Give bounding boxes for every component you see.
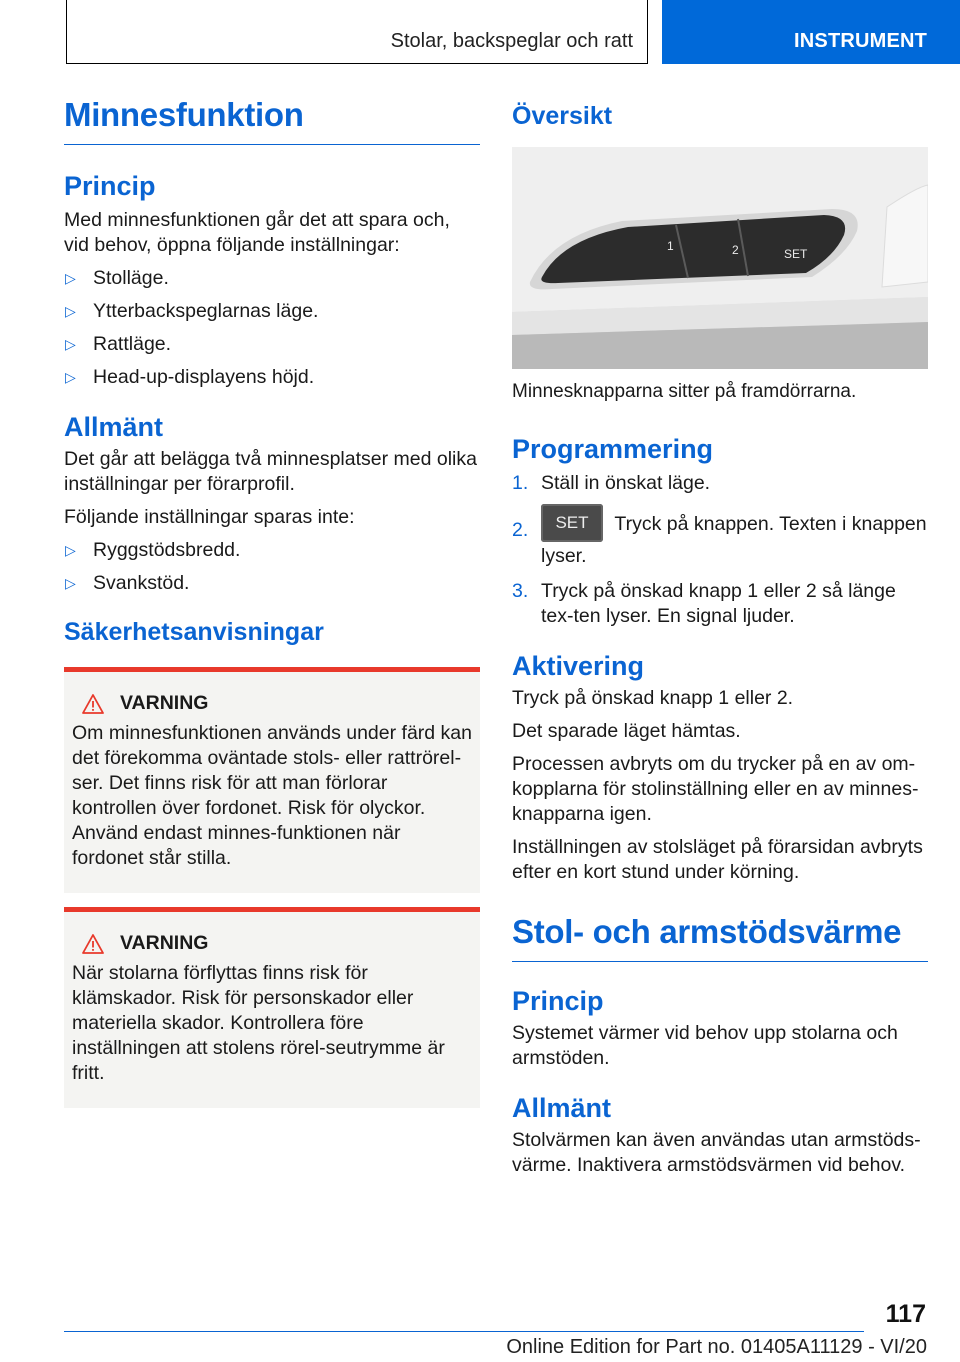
list-item: ▷ Ytterbackspeglarnas läge. bbox=[65, 300, 319, 322]
warning-text: Om minnesfunktionen används under färd kan det förekomma oväntade stols- eller rattrörel-ser. Det finns risk för att man förlorar kontrollen över fordonet. Risk för olyckor. Använd endast minnes-funktionen när fordonet står stilla. bbox=[72, 722, 472, 869]
triangle-bullet-icon: ▷ bbox=[65, 369, 76, 385]
right-column bbox=[512, 96, 928, 1178]
list-item: ▷ Svankstöd. bbox=[65, 572, 190, 594]
left-column bbox=[64, 96, 480, 1108]
heat-princip-text: Systemet värmer vid behov upp stolarna och armstöden. bbox=[512, 1022, 898, 1069]
list-item: 1. Ställ in önskat läge. bbox=[512, 472, 711, 494]
warning-title bbox=[82, 932, 472, 955]
section-title-minnesfunktion: Minnesfunktion bbox=[64, 96, 480, 145]
aktivering-text-4: Inställningen av stolsläget på förarsidan avbryts efter en kort stund under körning. bbox=[512, 836, 923, 883]
allmant-text-1: Det går att belägga två minnesplatser med olika inställningar per förarprofil. bbox=[64, 448, 477, 495]
photo-button-1-label: 1 bbox=[667, 239, 674, 253]
heading-princip-2: Princip bbox=[512, 986, 604, 1016]
heading-programmering: Programmering bbox=[512, 434, 714, 464]
warning-label: VARNING bbox=[120, 692, 209, 714]
triangle-bullet-icon: ▷ bbox=[65, 270, 76, 286]
triangle-bullet-icon: ▷ bbox=[65, 303, 76, 319]
header-section-title: Stolar, backspeglar och ratt bbox=[390, 30, 633, 52]
list-item: ▷ Head-up-displayens höjd. bbox=[65, 366, 315, 388]
aktivering-text-1: Tryck på önskad knapp 1 eller 2. bbox=[512, 687, 794, 709]
page-number: 117 bbox=[885, 1300, 926, 1328]
allmant-text-2: Följande inställningar sparas inte: bbox=[64, 506, 355, 528]
warning-text: När stolarna förflyttas finns risk för klämskador. Risk för personskador eller materiella skador. Kontrollera före inställningen att stolens rörel-seutrymme är fritt. bbox=[72, 962, 445, 1084]
warning-triangle-icon bbox=[82, 694, 104, 714]
princip-text: Med minnesfunktionen går det att spara och, vid behov, öppna följande inställningar: bbox=[64, 209, 450, 256]
allmant-list bbox=[64, 538, 480, 596]
photo-caption: Minnesknapparna sitter på framdörrarna. bbox=[512, 381, 857, 402]
heading-aktivering: Aktivering bbox=[512, 651, 645, 681]
list-item: ▷ Rattläge. bbox=[65, 333, 172, 355]
footer-edition: Online Edition for Part no. 01405A11129 - VI/20 bbox=[506, 1336, 927, 1358]
photo-button-set-label: SET bbox=[784, 247, 808, 261]
aktivering-text-3: Processen avbryts om du trycker på en av om-kopplarna för stolinställning eller en av minnes-knapparna igen. bbox=[512, 753, 919, 825]
footer-divider bbox=[64, 1331, 864, 1332]
memory-buttons-photo bbox=[512, 147, 928, 369]
princip-list bbox=[64, 266, 480, 390]
programming-steps bbox=[512, 471, 928, 629]
heading-princip: Princip bbox=[64, 171, 156, 201]
heading-allmant: Allmänt bbox=[64, 412, 164, 442]
warning-box bbox=[64, 907, 480, 1108]
section-title-stolvarme: Stol- och armstödsvärme bbox=[512, 913, 928, 962]
warning-title bbox=[82, 692, 472, 715]
heading-allmant-2: Allmänt bbox=[512, 1093, 612, 1123]
set-button-icon: SET bbox=[541, 504, 603, 542]
header-section-box bbox=[66, 0, 648, 64]
list-item: 3. Tryck på önskad knapp 1 eller 2 så länge tex-ten lyser. En signal ljuder. bbox=[512, 580, 896, 627]
warning-triangle-icon bbox=[82, 934, 104, 954]
list-item: ▷ Stolläge. bbox=[65, 267, 169, 289]
list-item: ▷ Ryggstödsbredd. bbox=[65, 539, 241, 561]
aktivering-text-2: Det sparade läget hämtas. bbox=[512, 720, 741, 742]
warning-label: VARNING bbox=[120, 932, 209, 954]
list-item: 2. SET Tryck på knappen. Texten i knappen lyser. bbox=[512, 506, 928, 569]
triangle-bullet-icon: ▷ bbox=[65, 336, 76, 352]
heat-allmant-text: Stolvärmen kan även användas utan armstöds-värme. Inaktivera armstödsvärmen vid behov. bbox=[512, 1129, 921, 1176]
header-chapter-tab[interactable]: INSTRUMENT bbox=[662, 0, 960, 64]
triangle-bullet-icon: ▷ bbox=[65, 575, 76, 591]
heading-oversikt: Översikt bbox=[512, 102, 613, 130]
heading-sakerhetsanvisningar: Säkerhetsanvisningar bbox=[64, 618, 324, 646]
warning-box bbox=[64, 667, 480, 893]
photo-button-2-label: 2 bbox=[732, 243, 739, 257]
triangle-bullet-icon: ▷ bbox=[65, 542, 76, 558]
